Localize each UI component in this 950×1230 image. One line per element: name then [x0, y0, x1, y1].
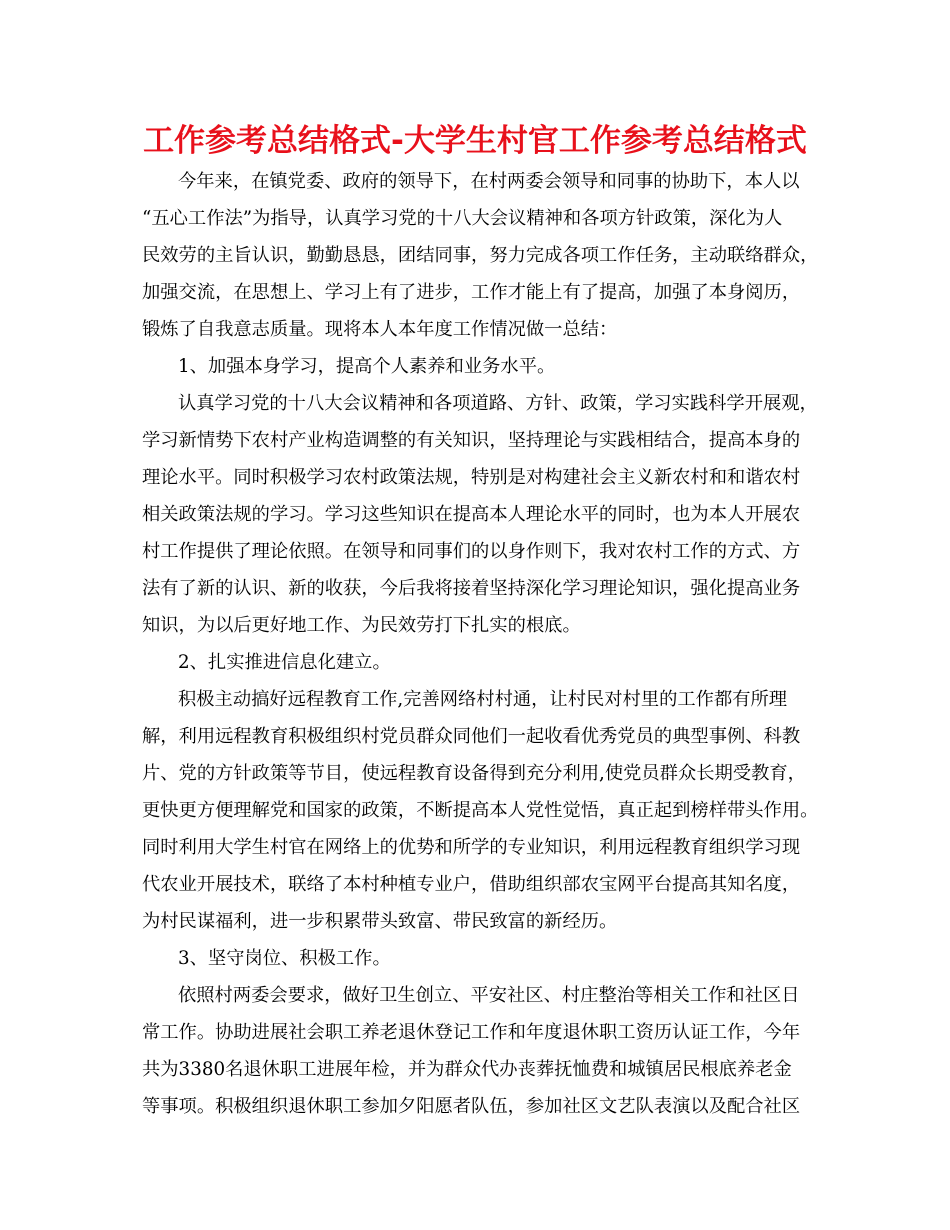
section-heading-3: 3、坚守岗位、积极工作。	[178, 948, 391, 969]
text-line: 加强交流，在思想上、学习上有了进步，工作才能上有了提高，加强了本身阅历，	[142, 282, 801, 303]
document-title: 工作参考总结格式-大学生村官工作参考总结格式	[143, 123, 807, 159]
text-line: 民效劳的主旨认识，勤勤恳恳，团结同事，努力完成各项工作任务，主动联络群众，	[142, 245, 819, 266]
text-line: 共为3380名退休职工进展年检，并为群众代办丧葬抚恤费和城镇居民根底养老金	[142, 1059, 792, 1080]
text-line: 同时利用大学生村官在网络上的优势和所学的专业知识，利用远程教育组织学习现	[142, 837, 801, 858]
text-line: 积极主动搞好远程教育工作,完善网络村村通，让村民对村里的工作都有所理	[178, 689, 788, 710]
text-line: 学习新情势下农村产业构造调整的有关知识，坚持理论与实践相结合，提高本身的	[142, 430, 801, 451]
text-line: 等事项。积极组织退休职工参加夕阳愿者队伍，参加社区文艺队表演以及配合社区	[142, 1096, 801, 1117]
text-line: 相关政策法规的学习。学习这些知识在提高本人理论水平的同时，也为本人开展农	[142, 504, 801, 525]
text-line: 常工作。协助进展社会职工养老退休登记工作和年度退休职工资历认证工作，今年	[142, 1022, 801, 1043]
text-line: 更快更方便理解党和国家的政策，不断提高本人党性觉悟，真正起到榜样带头作用。	[142, 800, 819, 821]
section-heading-1: 1、加强本身学习，提高个人素养和业务水平。	[178, 356, 556, 377]
text-line: 依照村两委会要求，做好卫生创立、平安社区、村庄整治等相关工作和社区日	[178, 985, 800, 1006]
text-line: 知识，为以后更好地工作、为民效劳打下扎实的根底。	[142, 615, 581, 636]
text-line: 今年来，在镇党委、政府的领导下，在村两委会领导和同事的协助下，本人以	[178, 171, 800, 192]
text-line: 认真学习党的十八大会议精神和各项道路、方针、政策，学习实践科学开展观，	[178, 393, 818, 414]
text-line: 法有了新的认识、新的收获，今后我将接着坚持深化学习理论知识，强化提高业务	[142, 578, 801, 599]
text-line: 代农业开展技术，联络了本村种植专业户，借助组织部农宝网平台提高其知名度，	[142, 874, 801, 895]
text-line: 村工作提供了理论依照。在领导和同事们的以身作则下，我对农村工作的方式、方	[142, 541, 801, 562]
text-line: “五心工作法”为指导，认真学习党的十八大会议精神和各项方针政策，深化为人	[142, 208, 783, 229]
text-line: 解，利用远程教育积极组织村党员群众同他们一起收看优秀党员的典型事例、科教	[142, 726, 801, 747]
text-line: 理论水平。同时积极学习农村政策法规，特别是对构建社会主义新农村和和谐农村	[142, 467, 801, 488]
text-line: 为村民谋福利，进一步积累带头致富、带民致富的新经历。	[142, 911, 618, 932]
text-line: 片、党的方针政策等节目，使远程教育设备得到充分利用,使党员群众长期受教育，	[142, 763, 806, 784]
text-line: 锻炼了自我意志质量。现将本人本年度工作情况做一总结：	[142, 319, 618, 340]
section-heading-2: 2、扎实推进信息化建立。	[178, 652, 391, 673]
